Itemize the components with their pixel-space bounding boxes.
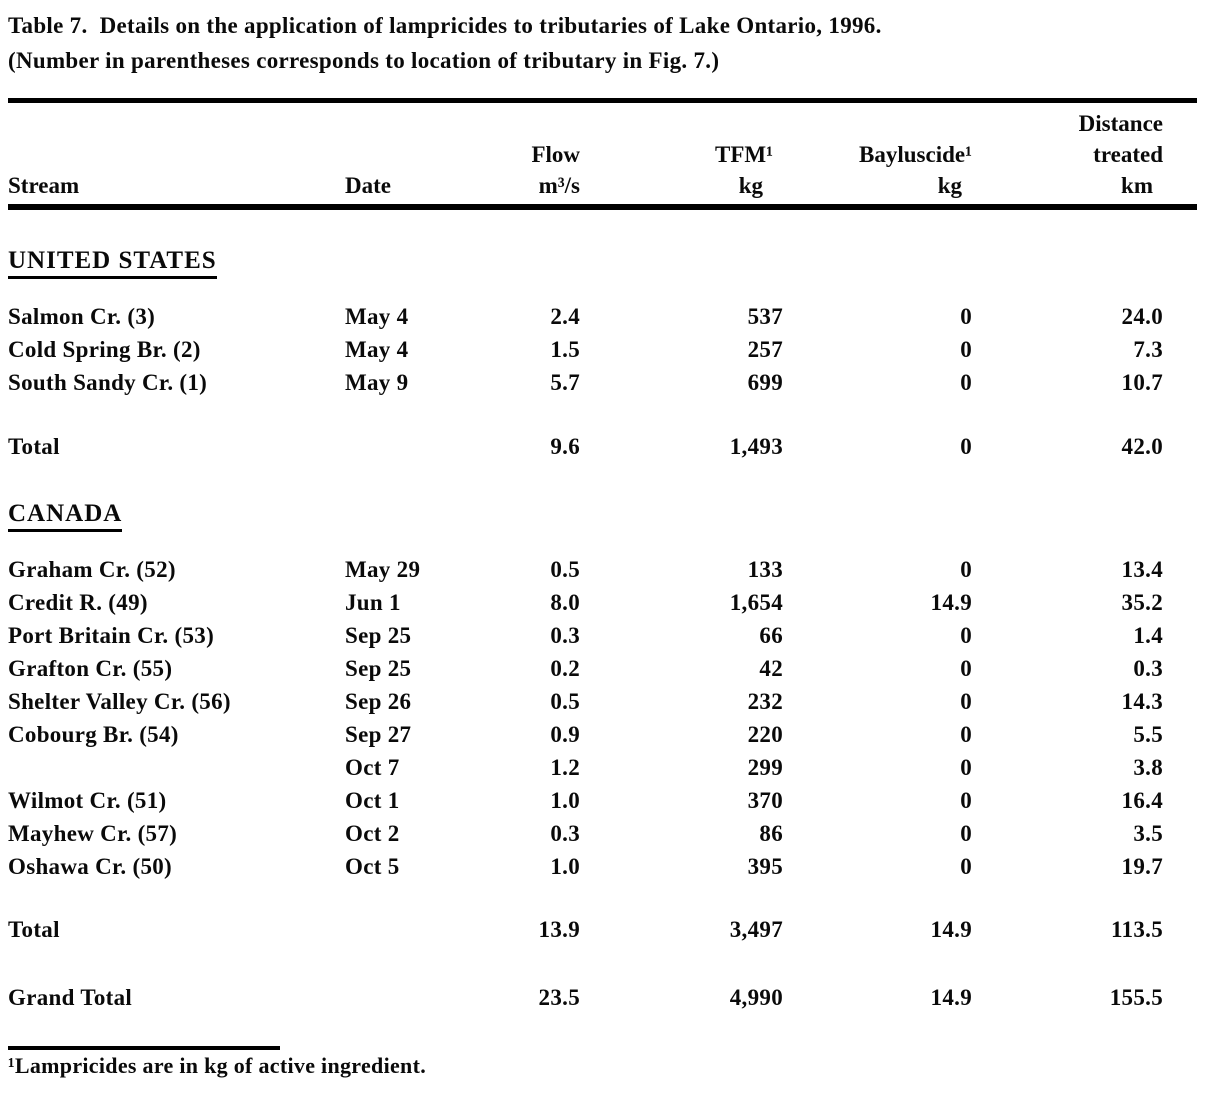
cell-flow: 0.3 xyxy=(550,821,580,846)
cell-date: May 9 xyxy=(345,370,409,395)
cell-tfm: 299 xyxy=(747,755,783,780)
cell-date: Sep 26 xyxy=(345,689,412,714)
cell-bayluscide: 0 xyxy=(960,755,972,780)
cell-date: May 29 xyxy=(345,557,421,582)
table-row xyxy=(8,553,1197,586)
cell-tfm: 699 xyxy=(747,370,783,395)
cell-flow: 9.6 xyxy=(550,434,580,459)
cell-flow: 0.3 xyxy=(550,623,580,648)
cell-date: Oct 1 xyxy=(345,788,400,813)
column-header-flow xyxy=(470,108,580,201)
cell-flow: 23.5 xyxy=(538,985,580,1010)
cell-distance: 3.5 xyxy=(1133,821,1163,846)
cell-distance: 3.8 xyxy=(1133,755,1163,780)
cell-distance: 19.7 xyxy=(1121,854,1163,879)
grand-total-row xyxy=(8,981,1197,1014)
cell-date: Sep 27 xyxy=(345,722,412,747)
cell-bayluscide: 0 xyxy=(960,304,972,329)
cell-bayluscide: 14.9 xyxy=(930,985,972,1010)
cell-stream xyxy=(8,751,345,784)
cell-distance: 13.4 xyxy=(1121,557,1163,582)
cell-tfm: 1,654 xyxy=(729,590,783,615)
column-header-unit: m³/s xyxy=(538,173,580,198)
cell-tfm: 370 xyxy=(747,788,783,813)
cell-flow: 0.5 xyxy=(550,689,580,714)
cell-stream: South Sandy Cr. (1) xyxy=(8,370,208,395)
cell-tfm: 3,497 xyxy=(729,917,783,942)
cell-bayluscide: 0 xyxy=(960,623,972,648)
table-row xyxy=(8,850,1197,883)
column-header-label: Flow xyxy=(531,142,580,167)
cell-stream: Shelter Valley Cr. (56) xyxy=(8,689,231,714)
cell-flow: 1.0 xyxy=(550,788,580,813)
cell-stream: Mayhew Cr. (57) xyxy=(8,821,178,846)
cell-bayluscide: 14.9 xyxy=(930,590,972,615)
cell-date: May 4 xyxy=(345,337,409,362)
cell-bayluscide: 0 xyxy=(960,337,972,362)
column-header-unit: kg xyxy=(937,173,962,198)
column-header-label: Stream xyxy=(8,173,80,198)
cell-bayluscide: 0 xyxy=(960,821,972,846)
cell-total-label: Grand Total xyxy=(8,985,133,1010)
cell-tfm: 1,493 xyxy=(729,434,783,459)
cell-distance: 0.3 xyxy=(1133,656,1163,681)
cell-flow: 13.9 xyxy=(538,917,580,942)
table-row xyxy=(8,718,1197,751)
canada-rows xyxy=(8,553,1197,883)
column-header-tfm xyxy=(580,108,783,201)
cell-flow: 0.2 xyxy=(550,656,580,681)
cell-flow: 1.2 xyxy=(550,755,580,780)
column-header-label: Distance xyxy=(1078,111,1163,136)
cell-distance: 35.2 xyxy=(1121,590,1163,615)
canada-total-row xyxy=(8,913,1197,946)
section-label-canada xyxy=(8,500,1197,528)
us-rows xyxy=(8,300,1197,399)
table-subtitle: (Number in parentheses corresponds to location of tributary in Fig. 7.) xyxy=(8,48,720,73)
table-row xyxy=(8,652,1197,685)
cell-tfm: 42 xyxy=(759,656,783,681)
column-header-date xyxy=(345,108,470,201)
table-row xyxy=(8,586,1197,619)
column-header-label: TFM¹ xyxy=(715,142,773,167)
column-header-label: Date xyxy=(345,173,391,198)
cell-stream: Oshawa Cr. (50) xyxy=(8,854,173,879)
cell-tfm: 395 xyxy=(747,854,783,879)
table-row xyxy=(8,685,1197,718)
table-row xyxy=(8,333,1197,366)
cell-distance: 155.5 xyxy=(1109,985,1163,1010)
column-header-unit: kg xyxy=(738,173,763,198)
cell-stream: Grafton Cr. (55) xyxy=(8,656,173,681)
cell-bayluscide: 0 xyxy=(960,557,972,582)
section-label-text: UNITED STATES xyxy=(8,247,217,279)
cell-distance: 42.0 xyxy=(1121,434,1163,459)
cell-date xyxy=(345,913,470,946)
cell-date: Oct 7 xyxy=(345,755,400,780)
table-row xyxy=(8,300,1197,333)
cell-flow: 2.4 xyxy=(550,304,580,329)
cell-distance: 10.7 xyxy=(1121,370,1163,395)
cell-tfm: 257 xyxy=(747,337,783,362)
cell-stream: Credit R. (49) xyxy=(8,590,148,615)
cell-tfm: 133 xyxy=(747,557,783,582)
cell-total-label: Total xyxy=(8,917,60,942)
header-rule xyxy=(8,204,1197,210)
cell-tfm: 537 xyxy=(747,304,783,329)
cell-flow: 5.7 xyxy=(550,370,580,395)
cell-total-label: Total xyxy=(8,434,60,459)
cell-distance: 14.3 xyxy=(1121,689,1163,714)
cell-date xyxy=(345,981,470,1014)
cell-stream: Wilmot Cr. (51) xyxy=(8,788,167,813)
table-row xyxy=(8,784,1197,817)
cell-tfm: 86 xyxy=(759,821,783,846)
us-total-row xyxy=(8,430,1197,463)
cell-flow: 0.9 xyxy=(550,722,580,747)
cell-tfm: 66 xyxy=(759,623,783,648)
cell-stream: Cobourg Br. (54) xyxy=(8,722,179,747)
cell-date: Jun 1 xyxy=(345,590,401,615)
cell-date: Oct 5 xyxy=(345,854,400,879)
section-label-text: CANADA xyxy=(8,500,122,532)
cell-bayluscide: 0 xyxy=(960,788,972,813)
cell-date: Sep 25 xyxy=(345,656,412,681)
cell-date xyxy=(345,430,470,463)
cell-date: Sep 25 xyxy=(345,623,412,648)
cell-tfm: 4,990 xyxy=(729,985,783,1010)
cell-bayluscide: 0 xyxy=(960,854,972,879)
column-header-label: treated xyxy=(1093,142,1163,167)
cell-distance: 1.4 xyxy=(1133,623,1163,648)
cell-stream: Salmon Cr. (3) xyxy=(8,304,156,329)
cell-distance: 16.4 xyxy=(1121,788,1163,813)
cell-distance: 113.5 xyxy=(1111,917,1163,942)
cell-bayluscide: 0 xyxy=(960,370,972,395)
table-row xyxy=(8,817,1197,850)
cell-flow: 1.5 xyxy=(550,337,580,362)
cell-flow: 0.5 xyxy=(550,557,580,582)
table-header-row xyxy=(8,103,1197,201)
table-row xyxy=(8,751,1197,784)
table-row xyxy=(8,619,1197,652)
cell-stream: Graham Cr. (52) xyxy=(8,557,176,582)
column-header-unit: km xyxy=(1121,173,1153,198)
cell-distance: 24.0 xyxy=(1121,304,1163,329)
table-title: Table 7. Details on the application of lampricides to tributaries of Lake Ontario, 1996. xyxy=(8,13,882,38)
cell-bayluscide: 0 xyxy=(960,656,972,681)
cell-tfm: 232 xyxy=(747,689,783,714)
footnote-text: ¹Lampricides are in kg of active ingredient. xyxy=(8,1053,427,1078)
cell-stream: Port Britain Cr. (53) xyxy=(8,623,215,648)
column-header-stream xyxy=(8,108,345,201)
cell-flow: 1.0 xyxy=(550,854,580,879)
cell-distance: 5.5 xyxy=(1133,722,1163,747)
cell-bayluscide: 0 xyxy=(960,722,972,747)
column-header-distance xyxy=(972,108,1163,201)
column-header-bayluscide xyxy=(783,108,972,201)
cell-tfm: 220 xyxy=(747,722,783,747)
cell-date: May 4 xyxy=(345,304,409,329)
cell-bayluscide: 14.9 xyxy=(930,917,972,942)
cell-distance: 7.3 xyxy=(1133,337,1163,362)
cell-flow: 8.0 xyxy=(550,590,580,615)
table-row xyxy=(8,366,1197,399)
cell-stream: Cold Spring Br. (2) xyxy=(8,337,201,362)
section-label-united-states xyxy=(8,247,1197,275)
cell-bayluscide: 0 xyxy=(960,434,972,459)
cell-bayluscide: 0 xyxy=(960,689,972,714)
column-header-label: Bayluscide¹ xyxy=(859,142,972,167)
cell-date: Oct 2 xyxy=(345,821,400,846)
